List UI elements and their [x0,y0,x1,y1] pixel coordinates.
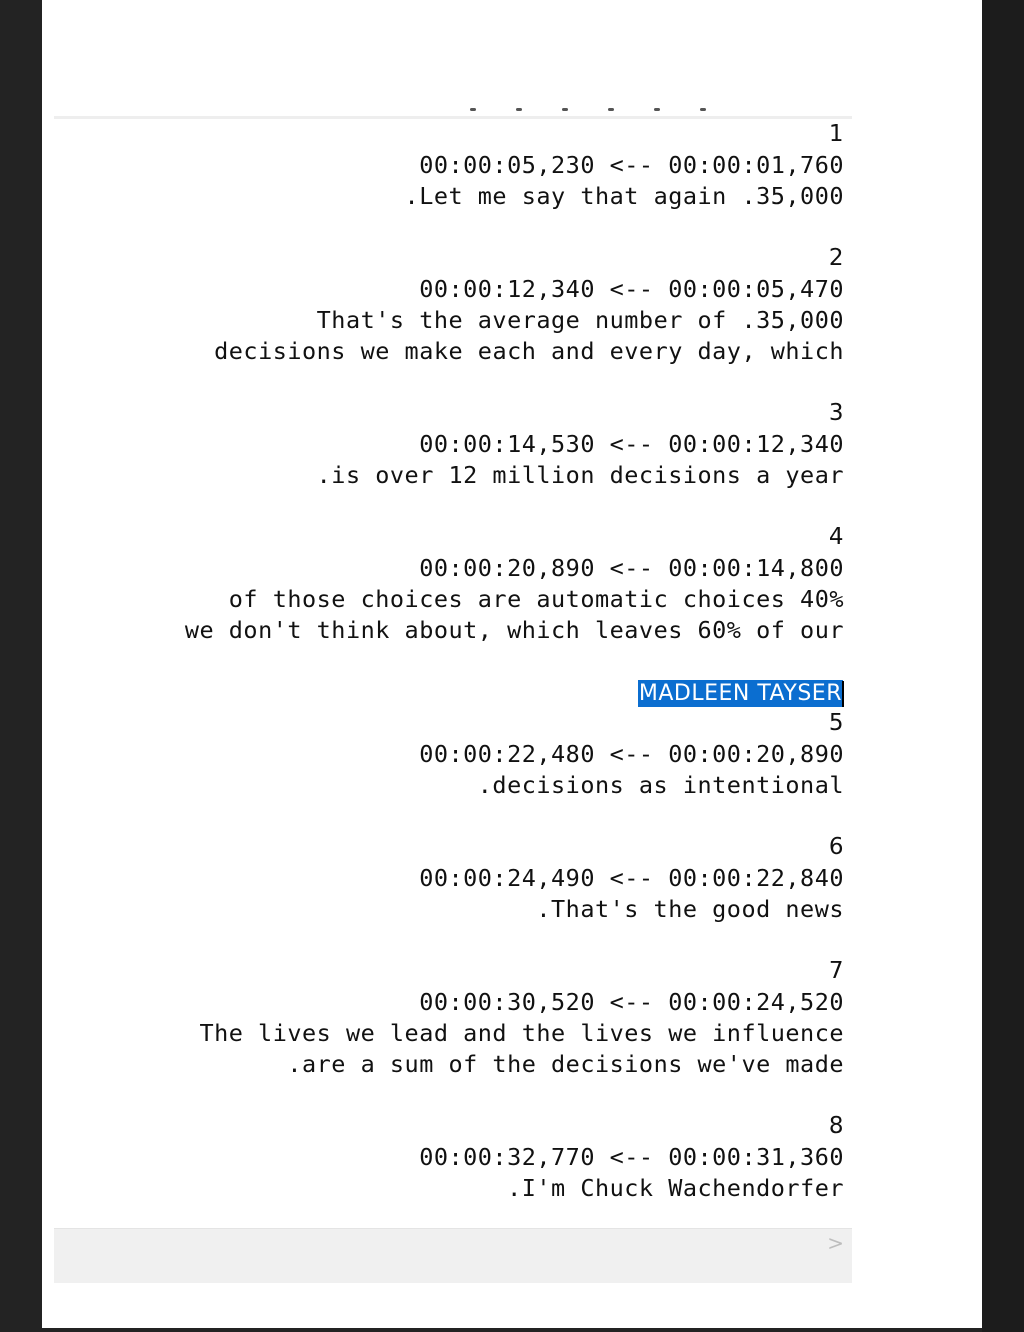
entry-index: 4 [828,524,844,550]
entry-text: That's the average number of .35,000 [316,306,844,334]
horizontal-scrollbar[interactable] [54,1228,852,1260]
subtitle-entry [54,243,844,398]
entry-text: .is over 12 million decisions a year [316,461,844,489]
entry-text: .Let me say that again .35,000 [404,182,844,210]
entry-text: of those choices are automatic choices 40% [228,585,844,613]
entry-timing: 00:00:20,890 <-- 00:00:14,800 [419,554,844,582]
window-edge [982,0,1024,1332]
entry-text: .are a sum of the decisions we've made [287,1050,844,1078]
entry-text: .decisions as intentional [477,771,844,799]
subtitle-editor[interactable] [54,119,844,1204]
entry-timing: 00:00:22,480 <-- 00:00:20,890 [419,740,844,768]
subtitle-entry [54,832,844,956]
entry-index: 1 [828,121,844,147]
entry-index: 3 [828,400,844,426]
entry-text: .I'm Chuck Wachendorfer [507,1174,844,1202]
entry-timing: 00:00:30,520 <-- 00:00:24,520 [419,988,844,1016]
entry-index: 6 [828,834,844,860]
entry-text: .That's the good news [536,895,844,923]
selection-line [54,677,844,708]
subtitle-entry [54,119,844,243]
text-caret [842,681,844,707]
entry-index: 5 [828,710,844,736]
entry-text: decisions we make each and every day, which [214,337,844,365]
subtitle-entry [54,708,844,832]
entry-index: 2 [828,245,844,271]
status-bar [54,1259,852,1283]
entry-text: we don't think about, which leaves 60% of our [184,616,844,644]
subtitle-entry [54,956,844,1111]
clipped-text-line [470,98,750,112]
entry-timing: 00:00:12,340 <-- 00:00:05,470 [419,275,844,303]
entry-timing: 00:00:05,230 <-- 00:00:01,760 [419,151,844,179]
scroll-right-icon[interactable]: > [827,1231,844,1255]
subtitle-entry [54,398,844,522]
entry-timing: 00:00:32,770 <-- 00:00:31,360 [419,1143,844,1171]
entry-text: The lives we lead and the lives we influence [199,1019,844,1047]
selected-text[interactable]: MADLEEN TAYSER [638,681,842,706]
subtitle-entry [54,1111,844,1204]
entry-index: 7 [828,958,844,984]
entry-timing: 00:00:14,530 <-- 00:00:12,340 [419,430,844,458]
entry-index: 8 [828,1113,844,1139]
subtitle-entry [54,522,844,677]
entry-timing: 00:00:24,490 <-- 00:00:22,840 [419,864,844,892]
